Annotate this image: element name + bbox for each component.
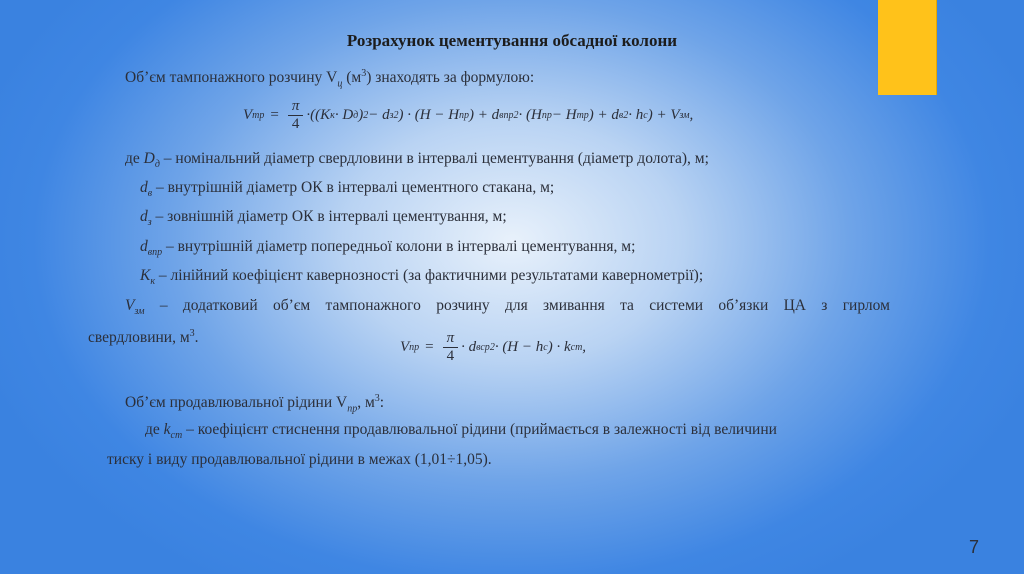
def-symbol: D xyxy=(143,150,155,167)
f1-part3: ) xyxy=(358,107,364,123)
vzm-word: ЦА xyxy=(783,297,806,314)
f1-hc-sub: с xyxy=(643,110,648,121)
vzm-word: додатковий xyxy=(182,297,258,314)
intro-line xyxy=(125,68,534,89)
f2-d-sub: вср xyxy=(476,342,490,353)
f2-sq: 2 xyxy=(489,342,495,353)
vzm-word: розчину xyxy=(436,297,490,314)
f1-part10: · h xyxy=(628,107,644,123)
f2-p1: · d xyxy=(461,339,477,355)
vzm-word: з xyxy=(821,297,828,314)
vzm-symbol xyxy=(125,297,145,317)
f1-four: 4 xyxy=(291,116,300,132)
f1-part2: · D xyxy=(334,107,354,123)
f1-part9: ) + d xyxy=(588,107,619,123)
f2-lhs: V xyxy=(400,339,410,355)
vzm-word: гирлом xyxy=(842,297,890,314)
def-line-kk xyxy=(140,267,703,287)
press-end: : xyxy=(379,394,385,412)
f2-p2: · (H − h xyxy=(494,339,544,355)
def-text: – зовнішній діаметр ОК в інтервалі цементування, м; xyxy=(151,208,507,225)
f1-eq: = xyxy=(270,107,279,123)
vzm-cont-end: . xyxy=(194,329,199,347)
f1-htr-sub: тр xyxy=(576,110,589,121)
f1-part4: − d xyxy=(368,107,390,123)
vzm-word: змивання xyxy=(543,297,605,314)
f1-lhs-sub: тр xyxy=(252,110,265,121)
f2-p4: , xyxy=(582,339,587,355)
def-line-dz xyxy=(140,208,507,228)
f1-sq2: 2 xyxy=(393,110,399,121)
intro-sup: 3 xyxy=(361,68,367,79)
f1-part8: − H xyxy=(551,107,577,123)
slide-title: Розрахунок цементування обсадної колони xyxy=(346,31,678,50)
def-line-vzm xyxy=(125,297,890,317)
f1-sq4: 2 xyxy=(623,110,629,121)
f1-dvpr-sub: впр xyxy=(499,110,514,121)
vzm-word: – xyxy=(159,297,168,314)
kst-continuation: тиску і виду продавлювальної рідини в межах (1,01÷1,05). xyxy=(107,451,492,468)
intro-sub: ц xyxy=(337,78,343,90)
def-symbol: d xyxy=(140,208,148,225)
press-text: Об’єм продавлювальної рідини V xyxy=(125,394,348,412)
intro-rest: (м xyxy=(342,69,362,87)
f1-vzm-sub: зм xyxy=(679,110,690,121)
def-sub: впр xyxy=(147,247,163,259)
press-volume-line xyxy=(125,393,384,414)
def-text: – внутрішній діаметр ОК в інтервалі цементного стакана, м; xyxy=(152,179,555,196)
f1-d-sub: д xyxy=(353,110,359,121)
f1-pi: π xyxy=(288,98,304,116)
vzm-cont-sup: 3 xyxy=(189,328,195,339)
vzm-sub: зм xyxy=(134,306,145,318)
def-line-dvpr xyxy=(140,238,635,258)
def-symbol: d xyxy=(140,179,148,196)
intro-end: ) знаходять за формулою: xyxy=(366,69,535,87)
f2-pi-fraction xyxy=(443,330,459,365)
def-sub: д xyxy=(154,159,160,171)
f1-lhs: V xyxy=(243,107,253,123)
f1-sq1: 2 xyxy=(363,110,369,121)
kst-text: – коефіцієнт стиснення продавлювальної рідини (приймається в залежності від величини xyxy=(182,421,777,438)
vzm-cont-text: свердловини, м xyxy=(88,329,190,347)
kst-sub: ст xyxy=(170,430,183,442)
f1-hpr-sub: пр xyxy=(541,110,552,121)
kst-symbol: k xyxy=(163,421,171,438)
f1-dz-sub: з xyxy=(389,110,394,121)
def-symbol: d xyxy=(140,238,148,255)
def-symbol: K xyxy=(140,267,151,284)
f1-part5: ) · (H − H xyxy=(398,107,460,123)
vzm-word: для xyxy=(504,297,528,314)
def-line-dv xyxy=(140,179,554,199)
vzm-word: тампонажного xyxy=(325,297,421,314)
vzm-sym: V xyxy=(125,297,135,314)
f1-sq3: 2 xyxy=(513,110,519,121)
press-rest: , м xyxy=(357,394,375,412)
f1-body: ·((K xyxy=(306,107,331,123)
kst-def-line xyxy=(145,421,777,441)
formula-v-pr xyxy=(400,330,586,365)
def-text: – лінійний коефіцієнт кавернозності (за фактичними результатами кавернометрії); xyxy=(155,267,704,284)
f1-pi-fraction xyxy=(288,98,304,133)
f2-four: 4 xyxy=(446,348,455,364)
f1-part7: · (H xyxy=(518,107,542,123)
press-sub: пр xyxy=(347,403,358,415)
f1-part11: ) + V xyxy=(647,107,680,123)
vzm-word: системи xyxy=(649,297,704,314)
def-text: – номінальний діаметр свердловини в інтервалі цементування (діаметр долота), м; xyxy=(159,150,709,167)
vzm-continuation xyxy=(88,328,199,347)
kst-prefix: де xyxy=(145,421,164,438)
intro-text: Об’єм тампонажного розчину V xyxy=(125,69,338,87)
vzm-word: об’язки xyxy=(718,297,769,314)
f1-k-sub: к xyxy=(330,110,335,121)
def-sub: в xyxy=(147,188,153,200)
f2-h-sub: c xyxy=(543,342,548,353)
def-sub: к xyxy=(150,276,156,288)
def-line-dd xyxy=(125,150,709,170)
def-text: – внутрішній діаметр попередньої колони в інтервалі цементування, м; xyxy=(162,238,636,255)
vzm-word: та xyxy=(620,297,634,314)
press-sup: 3 xyxy=(374,393,380,404)
f1-dv-sub: в xyxy=(618,110,624,121)
f2-lhs-sub: пр xyxy=(409,342,420,353)
def-prefix: де xyxy=(125,150,144,167)
f2-p3: ) · k xyxy=(547,339,571,355)
formula-v-tr xyxy=(243,98,693,133)
f2-k-sub: ст xyxy=(570,342,583,353)
page-number: 7 xyxy=(968,537,979,557)
f2-pi: π xyxy=(443,330,459,348)
f1-part12: , xyxy=(689,107,694,123)
f1-part6: ) + d xyxy=(469,107,500,123)
def-sub: з xyxy=(147,217,152,229)
vzm-word: об’єм xyxy=(272,297,311,314)
f2-eq: = xyxy=(425,339,434,355)
f1-h-sub: пр xyxy=(459,110,470,121)
